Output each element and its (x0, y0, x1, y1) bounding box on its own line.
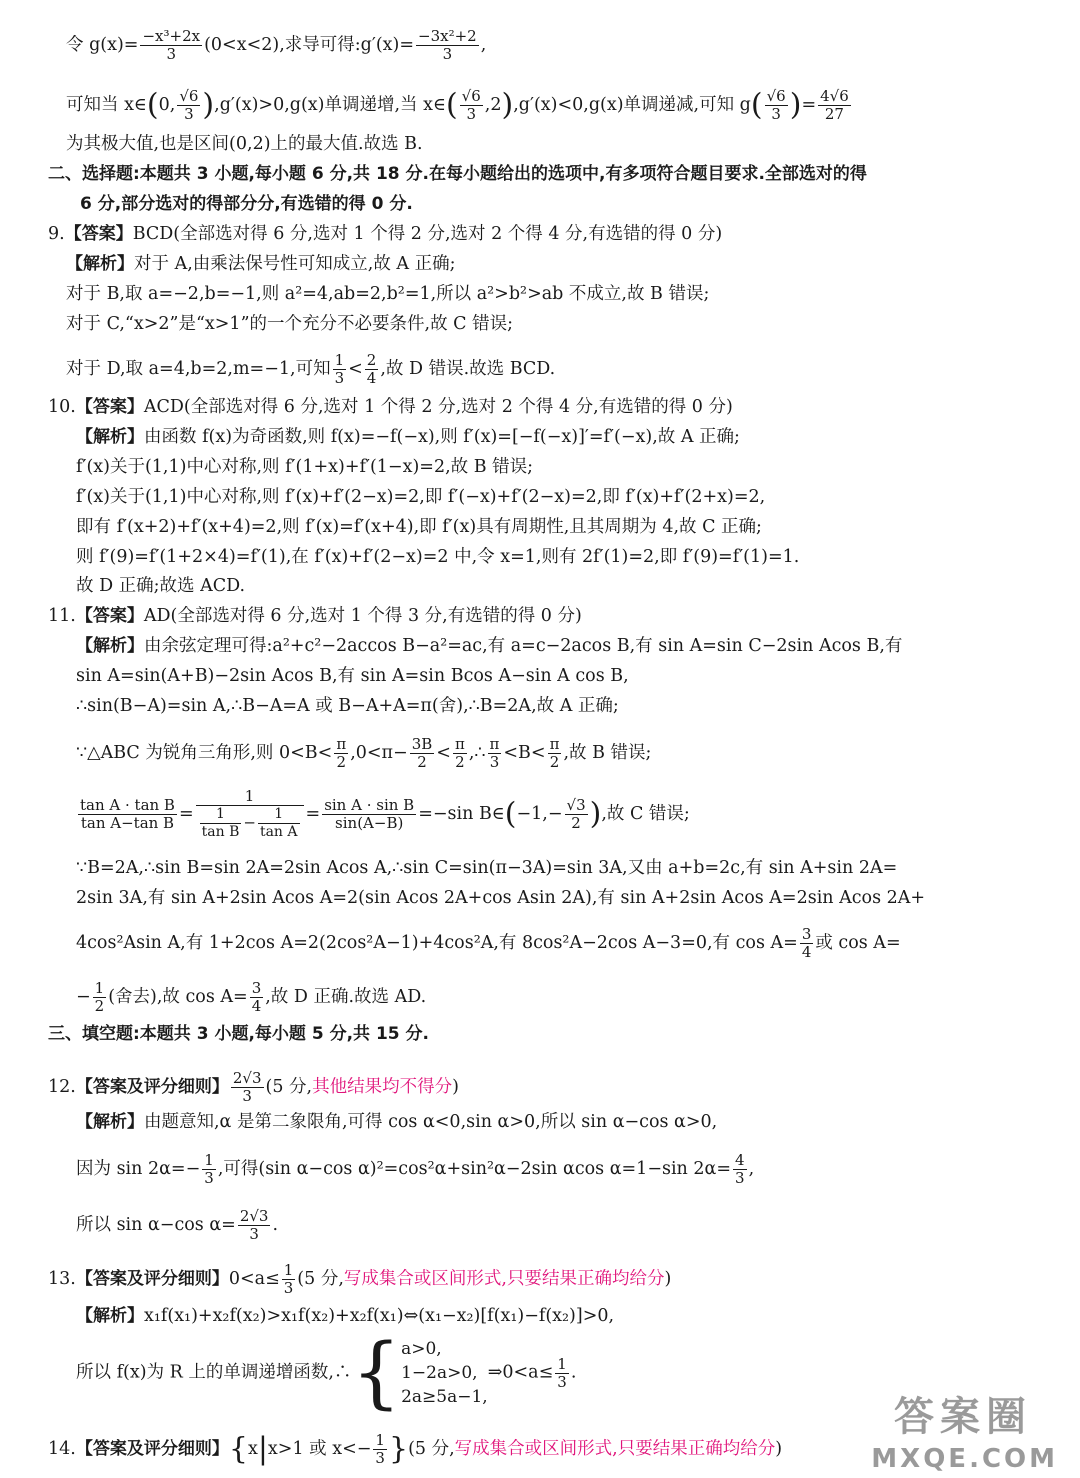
q11-analysis-2: sin A=sin(A+B)−2sin Acos B,有 sin A=sin Bcos A−sin A cos B, (76, 666, 629, 686)
q12-analysis-3: 所以 sin α−cos α= $\frac{2√3}{3}$ . (76, 1207, 279, 1243)
answer-tag: 【答案】 (64, 224, 133, 244)
intro-line-1: 令 g(x)= $\frac{\text{−x³+2x}}{3}$ (0<x<2),求导可得:g′(x)= $\frac{\text{−3x²+2}}{3}$ , (66, 27, 487, 63)
analysis-tag: 【解析】 (66, 254, 134, 274)
fraction: $\frac{\text{−3x²+2}}{3}$ (418, 27, 477, 63)
q13-analysis-2: 所以 f(x)为 R 上的单调递增函数,∴{ a>0, 1−2a>0, 2a≥5a−1, ⇒0<a≤ $\frac{1}{3}$ . (76, 1328, 577, 1418)
q9-analysis-1: 【解析】对于 A,由乘法保号性可知成立,故 A 正确; (66, 254, 456, 274)
q11-analysis-5: $\frac{\text{tan A · tan B}}{\text{tan A−tan B}}$ = 1 $\frac{1}{\text{tan B}}$ − $\frac{1}{\text{tan A}}$ = $\frac{\text{sin A · sin B}}{\sin(A-B)}$ =−sin B∈(−1,− $\frac{√3}{2}$ ),故 C 错误; (80, 787, 690, 840)
text: (0<x<2),求导可得:g′(x)= (204, 35, 415, 55)
q10-analysis-5: 则 f′(9)=f′(1+2×4)=f′(1),在 f′(x)+f′(2−x)=2 中,令 x=1,则有 2f′(1)=2,即 f′(9)=f′(1)=1. (76, 547, 800, 567)
q13-analysis-1: 【解析】x₁f(x₁)+x₂f(x₂)>x₁f(x₂)+x₂f(x₁)⇔(x₁−x₂)[f(x₁)−f(x₂)]>0, (76, 1306, 615, 1326)
q10-analysis-3: f′(x)关于(1,1)中心对称,则 f′(x)+f′(2−x)=2,即 f′(−x)+f′(2−x)=2,即 f′(x)+f′(2+x)=2, (76, 487, 766, 507)
q11-analysis-1: 【解析】由余弦定理可得:a²+c²−2accos B−a²=ac,有 a=c−2acos B,有 sin A=sin C−2sin Acos B,有 (76, 636, 903, 656)
q12-answer-line: 12.【答案及评分细则】 $\frac{2√3}{3}$ (5 分,其他结果均不得分) (48, 1069, 459, 1105)
q11-analysis-7: 2sin 3A,有 sin A+2sin Acos A=2(sin Acos 2A+cos Asin 2A),有 sin A+2sin Acos A=2sin Acos 2A+ (76, 888, 926, 908)
q11-answer-line: 11.【答案】AD(全部选对得 6 分,选对 1 个得 3 分,有选错的得 0 分) (48, 606, 582, 626)
intro-line-2: 可知当 x∈(0, $\frac{√6}{3}$ ),g′(x)>0,g(x)单调递增,当 x∈( $\frac{√6}{3}$ ,2),g′(x)<0,g(x)单调递减,可知 g( $\frac{√6}{3}$ )= $\frac{4√6}{27}$ (66, 87, 849, 123)
grading-note: 写成集合或区间形式,只要结果正确均给分 (454, 1439, 776, 1459)
q9-analysis-4: 对于 D,取 a=4,b=2,m=−1,可知 $\frac{1}{3}$ < $\frac{2}{4}$ ,故 D 错误.故选 BCD. (66, 351, 556, 387)
q10-analysis-1: 【解析】由函数 f(x)为奇函数,则 f(x)=−f(−x),则 f′(x)=[−f(−x)]′=f′(−x),故 A 正确; (76, 427, 740, 447)
q10-analysis-6: 故 D 正确;故选 ACD. (76, 576, 246, 596)
q10-answer-line: 10.【答案】ACD(全部选对得 6 分,选对 1 个得 2 分,选对 2 个得 4 分,有选错的得 0 分) (48, 397, 733, 417)
q11-analysis-3: ∴sin(B−A)=sin A,∴B−A=A 或 B−A+A=π(舍),∴B=2A,故 A 正确; (76, 696, 619, 716)
watermark-logo: 答案圈 (894, 1394, 1032, 1440)
section-2-heading: 二、选择题:本题共 3 小题,每小题 6 分,共 18 分.在每小题给出的选项中,有多项符合题目要求.全部选对的得 (48, 164, 867, 184)
q9-analysis-2: 对于 B,取 a=−2,b=−1,则 a²=4,ab=2,b²=1,所以 a²>b²>ab 不成立,故 B 错误; (66, 284, 710, 304)
q9-answer-line: 9.【答案】BCD(全部选对得 6 分,选对 1 个得 2 分,选对 2 个得 4 分,有选错的得 0 分) (48, 224, 723, 244)
q9-analysis-3: 对于 C,“x>2”是“x>1”的一个充分不必要条件,故 C 错误; (66, 314, 513, 334)
grading-note: 其他结果均不得分 (312, 1077, 453, 1097)
fraction: $\frac{\text{−x³+2x}}{3}$ (142, 27, 201, 63)
q11-analysis-9: − $\frac{1}{2}$ (舍去),故 cos A= $\frac{3}{4}$ ,故 D 正确.故选 AD. (76, 979, 427, 1015)
q11-analysis-6: ∵B=2A,∴sin B=sin 2A=2sin Acos A,∴sin C=sin(π−3A)=sin 3A,又由 a+b=2c,有 sin A+sin 2A= (76, 858, 898, 878)
watermark-url: MXQE.COM (871, 1444, 1058, 1474)
q10-analysis-2: f′(x)关于(1,1)中心对称,则 f′(1+x)+f′(1−x)=2,故 B 错误; (76, 457, 534, 477)
q12-analysis-1: 【解析】由题意知,α 是第二象限角,可得 cos α<0,sin α>0,所以 sin α−cos α>0, (76, 1112, 718, 1132)
q14-answer-line: 14.【答案及评分细则】{x|x>1 或 x<− $\frac{1}{3}$ }(5 分,写成集合或区间形式,只要结果正确均给分) (48, 1431, 783, 1467)
intro-line-3: 为其极大值,也是区间(0,2)上的最大值.故选 B. (66, 134, 423, 154)
q11-analysis-4: ∵△ABC 为锐角三角形,则 0<B< $\frac{\pi}{2}$ ,0<π− $\frac{3B}{2}$ < $\frac{\pi}{2}$ ,∴ $\frac{\pi}{3}$ <B< $\frac{\pi}{2}$ ,故 B 错误; (76, 735, 652, 771)
grading-note: 写成集合或区间形式,只要结果正确均给分 (343, 1269, 665, 1289)
text: 令 g(x)= (66, 35, 139, 55)
q13-answer-line: 13.【答案及评分细则】0<a≤ $\frac{1}{3}$ (5 分,写成集合或区间形式,只要结果正确均给分) (48, 1261, 672, 1297)
q11-analysis-8: 4cos²Asin A,有 1+2cos A=2(2cos²A−1)+4cos²A,有 8cos²A−2cos A−3=0,有 cos A= $\frac{3}{4}$ 或 cos A= (76, 925, 901, 961)
q12-analysis-2: 因为 sin 2α=− $\frac{1}{3}$ ,可得(sin α−cos α)²=cos²α+sin²α−2sin αcos α=1−sin 2α= $\frac{4}{3}$ , (76, 1151, 755, 1187)
inequality-system: a>0, 1−2a>0, 2a≥5a−1, (401, 1339, 488, 1407)
q10-analysis-4: 即有 f′(x+2)+f′(x+4)=2,则 f′(x)=f′(x+4),即 f′(x)具有周期性,且其周期为 4,故 C 正确; (76, 517, 762, 537)
section-2-heading-cont: 6 分,部分选对的得部分分,有选错的得 0 分. (80, 194, 413, 214)
section-3-heading: 三、填空题:本题共 3 小题,每小题 5 分,共 15 分. (48, 1024, 429, 1044)
